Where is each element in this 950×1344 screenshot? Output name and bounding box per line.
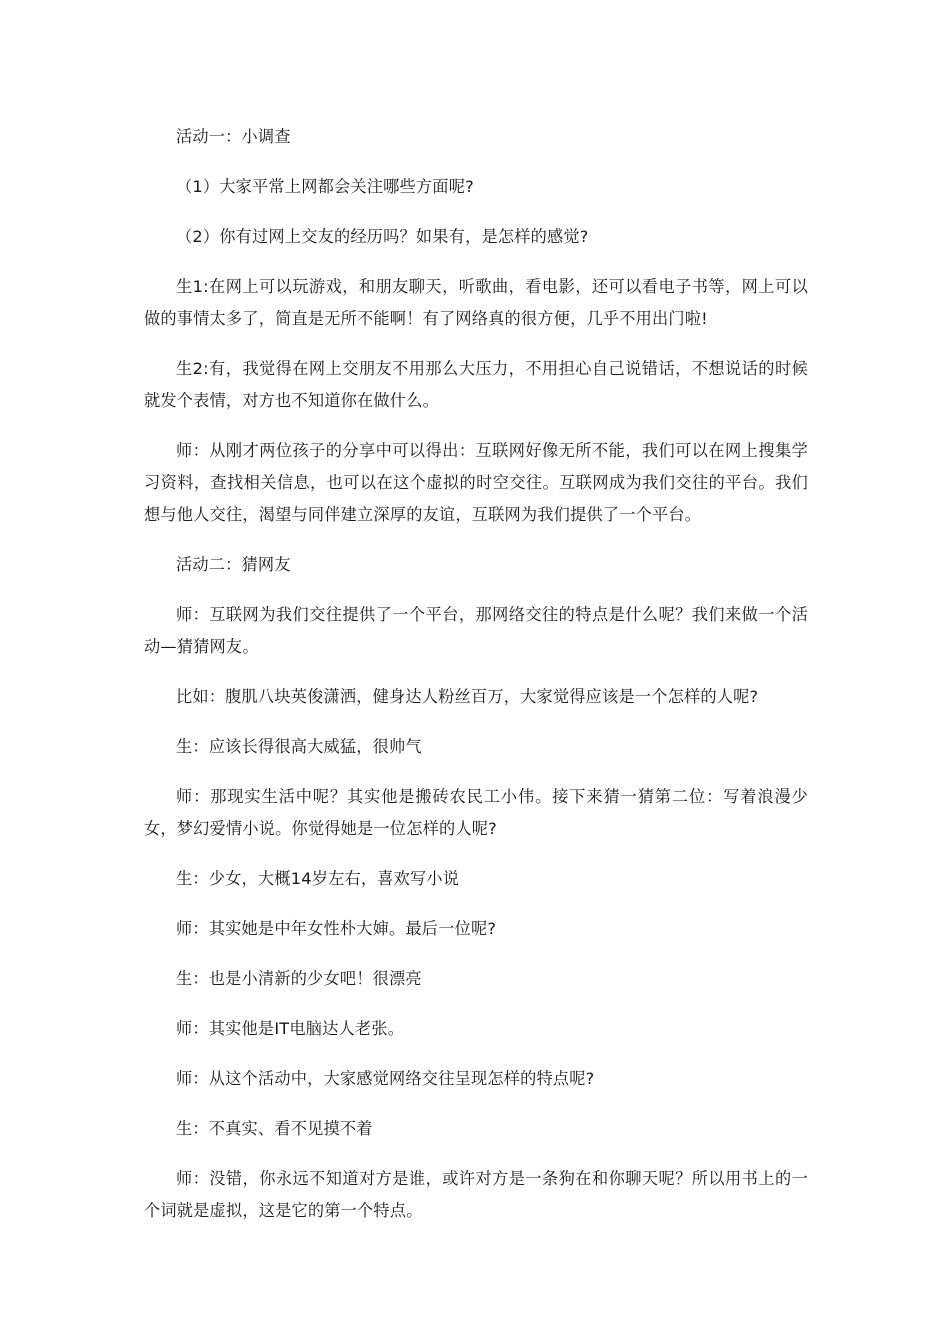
heading-activity-one: 活动一：小调查 — [176, 127, 291, 146]
heading-activity-two: 活动二：猜网友 — [176, 555, 291, 574]
teacher-summary: 师：从刚才两位孩子的分享中可以得出：互联网好像无所不能，我们可以在网上搜集学习资料，查找相关信息，也可以在这个虚拟的时空交往。互联网成为我们交往的平台。我们想与他人交往，渴望与同伴建立深厚的友谊，互联网为我们提供了一个平台。 — [144, 441, 808, 524]
student-1-answer: 生1:在网上可以玩游戏，和朋友聊天，听歌曲，看电影，还可以看电子书等，网上可以做的事情太多了，简直是无所不能啊！有了网络真的很方便，几乎不用出门啦! — [144, 277, 808, 328]
teacher-intro-activity: 师：互联网为我们交往提供了一个平台，那网络交往的特点是什么呢？我们来做一个活动—猜猜网友。 — [144, 605, 808, 656]
survey-question-1: （1）大家平常上网都会关注哪些方面呢? — [176, 177, 474, 196]
student-2-answer: 生2:有，我觉得在网上交朋友不用那么大压力，不用担心自己说错话，不想说话的时候就发个表情，对方也不知道你在做什么。 — [144, 359, 808, 410]
student-guess-three: 生：也是小清新的少女吧！很漂亮 — [176, 969, 422, 988]
document-body — [144, 121, 808, 1245]
student-guess-one: 生：应该长得很高大威猛，很帅气 — [176, 737, 422, 756]
teacher-question: 师：从这个活动中，大家感觉网络交往呈现怎样的特点呢? — [176, 1069, 595, 1088]
teacher-reveal-three: 师：其实他是IT电脑达人老张。 — [176, 1019, 405, 1038]
teacher-reveal-two: 师：其实她是中年女性朴大婶。最后一位呢? — [176, 919, 497, 938]
student-answer-features: 生：不真实、看不见摸不着 — [176, 1119, 373, 1138]
survey-question-2: （2）你有过网上交友的经历吗？如果有，是怎样的感觉? — [176, 227, 589, 246]
teacher-conclusion: 师：没错，你永远不知道对方是谁，或许对方是一条狗在和你聊天呢？所以用书上的一个词就是虚拟，这是它的第一个特点。 — [144, 1169, 808, 1220]
teacher-reveal-one: 师：那现实生活中呢？其实他是搬砖农民工小伟。接下来猜一猜第二位：写着浪漫少女，梦幻爱情小说。你觉得她是一位怎样的人呢? — [144, 787, 808, 838]
student-guess-two: 生：少女，大概14岁左右，喜欢写小说 — [176, 869, 460, 888]
example-one: 比如：腹肌八块英俊潇洒，健身达人粉丝百万，大家觉得应该是一个怎样的人呢? — [176, 687, 759, 706]
